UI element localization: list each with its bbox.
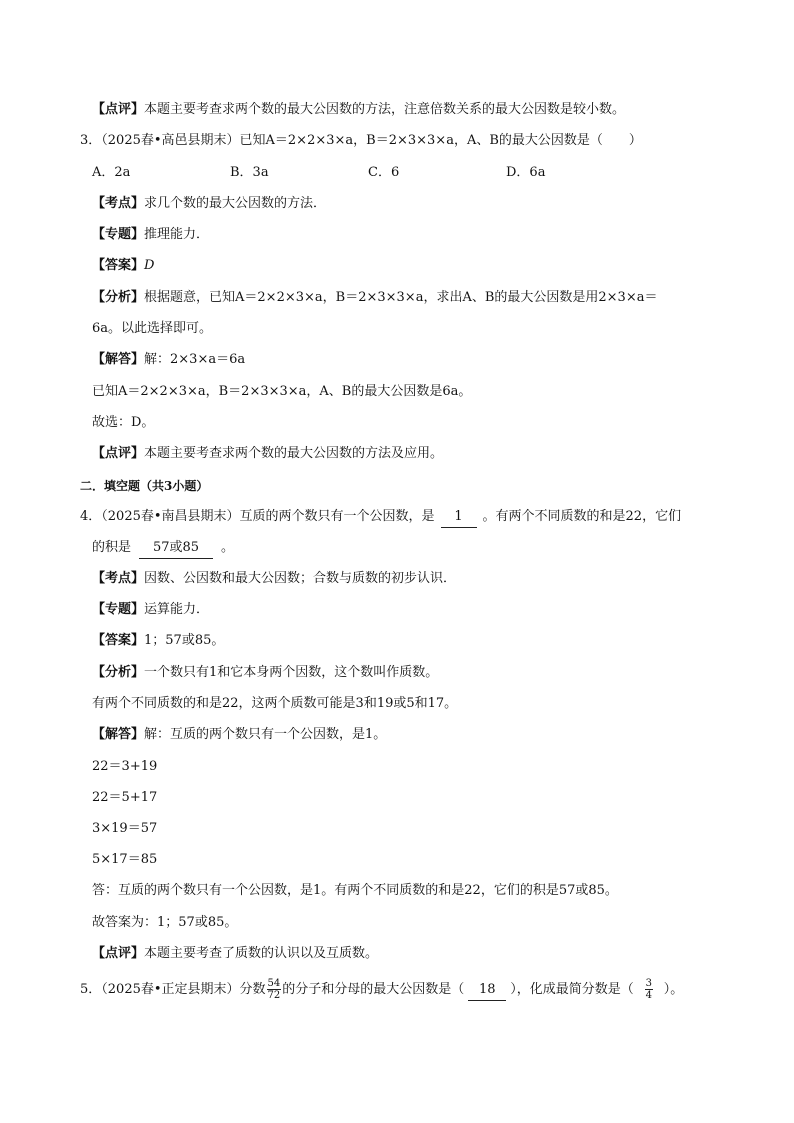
q3-solution-line-2: 已知A＝2×2×3×a，B＝2×3×3×a，A、B的最大公因数是6a。 <box>92 384 472 399</box>
q4-topic: 【专题】运算能力． <box>92 602 210 617</box>
q5-blank-2 <box>636 978 662 1001</box>
fraction-54-72: $\frac{54}{72}$ <box>267 978 281 1001</box>
q4-calc-line: 5×17＝85 <box>92 852 158 867</box>
q4-calc-line: 22＝3+19 <box>92 759 158 774</box>
q4-calc-line: 22＝5+17 <box>92 790 158 805</box>
section-title: 二．填空题（共3小题） <box>80 479 209 493</box>
q4-analysis: 【分析】一个数只有1和它本身两个因数，这个数叫作质数。 <box>92 665 439 680</box>
q4-solution: 【解答】解：互质的两个数只有一个公因数，是1。 <box>92 727 387 742</box>
option-d: D．6a <box>506 165 546 180</box>
question-4-stem: 4．（2025春•南昌县期末）互质的两个数只有一个公因数，是 1 。有两个不同质数的和是22，它们 <box>80 507 681 528</box>
q3-answer: 【答案】D <box>92 258 155 273</box>
q4-calc-line: 3×19＝57 <box>92 821 158 836</box>
option-a: A．2a <box>92 165 131 180</box>
question-3-options <box>92 163 644 183</box>
option-b: B．3a <box>230 165 269 180</box>
top-review: 【点评】本题主要考查求两个数的最大公因数的方法，注意倍数关系的最大公因数是较小数。 <box>92 102 626 117</box>
q4-reply: 答：互质的两个数只有一个公因数，是1。有两个不同质数的和是22，它们的积是57或85。 <box>92 883 618 898</box>
q4-blank-2: 57或85 <box>139 538 213 559</box>
q4-review: 【点评】本题主要考查了质数的认识以及互质数。 <box>92 946 379 961</box>
q4-answer: 【答案】1；57或85。 <box>92 633 225 648</box>
question-5-stem: 5．（2025春•正定县期末）分数 $\frac{54}{72}$ 的分子和分母的最大公因数是（ 18 ），化成最简分数是（ $\frac{3}{4}$ ）。 <box>80 978 684 1001</box>
q3-analysis-cont: 6a。以此选择即可。 <box>92 321 213 336</box>
question-3-stem: 3．（2025春•高邑县期末）已知A＝2×2×3×a，B＝2×3×3×a，A、B的最大公因数是（ ） <box>80 133 642 148</box>
q4-analysis-cont: 有两个不同质数的和是22，这两个质数可能是3和19或5和17。 <box>92 696 458 711</box>
q3-solution: 【解答】解：2×3×a＝6a <box>92 352 246 367</box>
q4-blank-1: 1 <box>441 507 477 528</box>
fraction-3-4: $\frac{3}{4}$ <box>645 978 652 1001</box>
option-c: C．6 <box>368 165 400 180</box>
q3-point: 【考点】求几个数的最大公因数的方法． <box>92 196 327 211</box>
review-tag: 【点评】 <box>92 102 145 117</box>
q3-solution-line-3: 故选：D。 <box>92 415 155 430</box>
q3-analysis: 【分析】根据题意，已知A＝2×2×3×a，B＝2×3×3×a，求出A、B的最大公因数是用2×3×a＝ <box>92 290 658 305</box>
q4-point: 【考点】因数、公因数和最大公因数；合数与质数的初步认识． <box>92 571 457 586</box>
q4-final: 故答案为：1；57或85。 <box>92 915 238 930</box>
q3-topic: 【专题】推理能力． <box>92 227 210 242</box>
question-4-stem-cont: 的积是 57或85 。 <box>92 538 234 559</box>
q5-blank-1: 18 <box>468 980 506 1001</box>
q3-review: 【点评】本题主要考查求两个数的最大公因数的方法及应用。 <box>92 446 444 461</box>
